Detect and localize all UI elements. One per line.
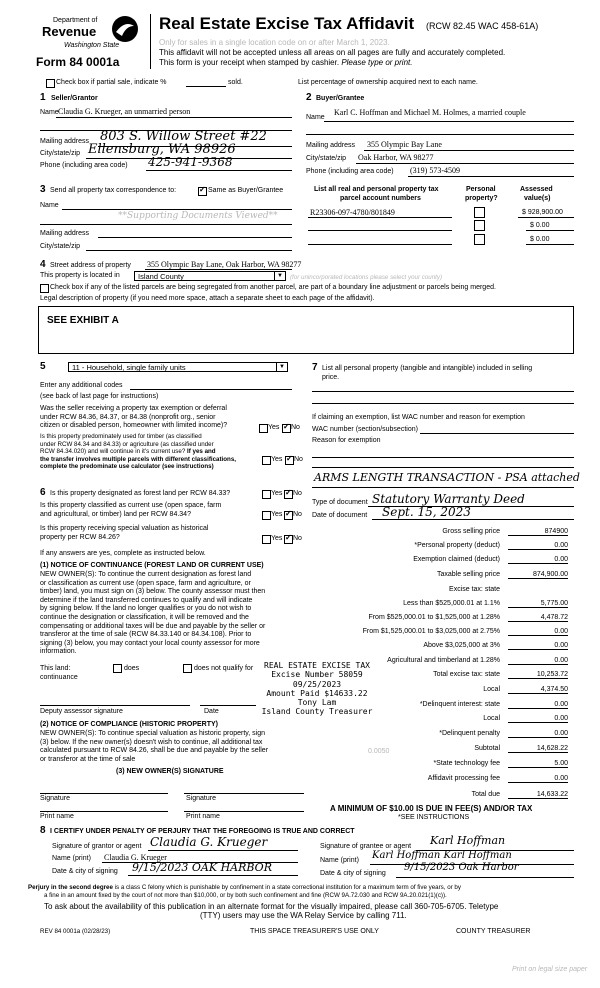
- codes-field[interactable]: [130, 389, 292, 390]
- seller-name-label: Name: [40, 109, 59, 116]
- personal-property-label: List all personal property (tangible and intangible) included in selling price.: [322, 365, 533, 381]
- legal-description-text: SEE EXHIBIT A: [47, 315, 119, 326]
- treasurer-stamp: REAL ESTATE EXCISE TAX Excise Number 58059 09/25/2023 Amount Paid $14633.22 Tony Lam Island County Treasurer: [261, 661, 373, 717]
- grantee-name[interactable]: Karl Hoffman Karl Hoffman: [372, 850, 512, 861]
- assessed-value-3[interactable]: $ 0.00: [530, 236, 550, 243]
- new-owner-signature-2[interactable]: [184, 793, 304, 794]
- notice3-title: (3) NEW OWNER(S) SIGNATURE: [116, 768, 224, 775]
- certify-text: I CERTIFY UNDER PENALTY OF PERJURY THAT THE FOREGOING IS TRUE AND CORRECT: [50, 828, 355, 835]
- tax-row-label: Excise tax: state: [449, 586, 500, 593]
- new-owner-signature-1[interactable]: [40, 793, 168, 794]
- tax-row-label: Taxable selling price: [436, 571, 500, 578]
- buyer-phone[interactable]: (319) 573-4509: [410, 166, 460, 175]
- tax-row-value[interactable]: 14,633.22: [508, 791, 568, 799]
- new-owner-print-1[interactable]: [40, 811, 168, 812]
- street-address[interactable]: 355 Olympic Bay Lane, Oak Harbor, WA 98277: [147, 260, 302, 269]
- current-use-yes-label: Yes: [271, 511, 283, 518]
- tax-row-label: Subtotal: [474, 745, 500, 752]
- seller-city[interactable]: Ellensburg, WA 98926: [88, 142, 236, 157]
- current-use-question: Is this property classified as current use (open space, farm and agricultural, or timber) land per RCW 84.34?: [40, 502, 222, 518]
- segregated-checkbox[interactable]: [40, 284, 49, 293]
- forest-yes-label: Yes: [271, 490, 283, 497]
- tax-row-value[interactable]: 5.00: [508, 760, 568, 768]
- parcel-col1b: parcel account numbers: [340, 195, 421, 202]
- tax-row-value[interactable]: 0.00: [508, 657, 568, 665]
- parcel-col2a: Personal: [466, 186, 496, 193]
- codes-sub: (see back of last page for instructions): [40, 393, 159, 400]
- buyer-mailing[interactable]: 355 Olympic Bay Lane: [367, 140, 442, 149]
- tax-row-label: Local: [483, 715, 500, 722]
- reason-value[interactable]: ARMS LENGTH TRANSACTION - PSA attached: [314, 471, 580, 484]
- personal-checkbox-1[interactable]: [474, 207, 485, 218]
- tax-row-value[interactable]: 4,478.72: [508, 614, 568, 622]
- grantor-date-city[interactable]: 9/15/2023 OAK HARBOR: [132, 861, 272, 874]
- treasurer-use-label: THIS SPACE TREASURER'S USE ONLY: [250, 928, 379, 935]
- tax-row-label: Local: [483, 686, 500, 693]
- chevron-down-icon: ▼: [276, 363, 287, 371]
- revision: REV 84 0001a (02/28/23): [40, 928, 111, 935]
- partial-sold-label: sold.: [228, 79, 243, 86]
- parcel-col2b: property?: [465, 195, 498, 202]
- unincorporated-hint: (for unincorporated locations please select your county): [290, 274, 443, 281]
- grantor-signature[interactable]: Claudia G. Krueger: [150, 835, 268, 849]
- tax-row-label: *Delinquent interest: state: [419, 701, 500, 708]
- assessed-value-1[interactable]: $ 928,900.00: [522, 209, 563, 216]
- timber-no-label: No: [294, 456, 303, 463]
- same-as-buyer-checkbox[interactable]: [198, 187, 207, 196]
- seller-mailing-label: Mailing address: [40, 138, 90, 145]
- seller-phone[interactable]: 425-941-9368: [148, 155, 233, 169]
- grantee-signature-label: Signature of grantee or agent: [320, 843, 412, 850]
- historic-question: Is this property receiving special valuation as historical property per RCW 84.26?: [40, 525, 209, 541]
- exemption-question: Was the seller receiving a property tax exemption or deferral under RCW 84.36, 84.37, or 84.38 (nonprofit org., senior citizen or disabled person, homeowner with limited income)?: [40, 405, 228, 429]
- forest-no-checkbox[interactable]: [284, 490, 293, 499]
- seller-city-label: City/state/zip: [40, 150, 81, 157]
- doc-date[interactable]: Sept. 15, 2023: [382, 505, 471, 519]
- continuance-label: continuance: [40, 674, 78, 681]
- doc-type-label: Type of document: [312, 499, 368, 506]
- tax-row-label: Less than $525,000.01 at 1.1%: [403, 600, 500, 607]
- tax-row-label: Affidavit processing fee: [427, 775, 500, 782]
- header-sub3: This form is your receipt when stamped by cashier. Please type or print.: [159, 58, 413, 67]
- minimum-due-note: A MINIMUM OF $10.00 IS DUE IN FEE(S) AND/OR TAX: [330, 804, 533, 813]
- codes-label: Enter any additional codes: [40, 382, 123, 389]
- print-name-label-2: Print name: [186, 813, 220, 820]
- wac-number-field[interactable]: [420, 433, 574, 434]
- partial-sale-checkbox[interactable]: [46, 79, 55, 88]
- timber-yes-checkbox[interactable]: [262, 456, 271, 465]
- grantor-signature-label: Signature of grantor or agent: [52, 843, 142, 850]
- signature-label-2: Signature: [186, 795, 216, 802]
- parcel-number-1[interactable]: R23306-097-4780/801849: [310, 208, 395, 217]
- notice1-title: (1) NOTICE OF CONTINUANCE (FOREST LAND OR CURRENT USE): [40, 562, 264, 569]
- partial-sale-label: Check box if partial sale, indicate %: [56, 79, 167, 86]
- notice1-text: NEW OWNER(S): To continue the current designation as forest land or classification as current use (open space, farm and agriculture, or timber) land, you must sign on (3) below. The county assessor must then determine if the land transferred continues to qualify and will indicate by signing below. If the land no longer qualifies or you do not wish to continue the designation or classification, it will be removed and the compensating or additional taxes will be due and payable by the seller or transferor at the time of sale (RCW 84.33.140 or 84.34.108). Prior to signing (3) below, you may contact your local county assessor for more information.: [40, 571, 266, 656]
- exemption-no-label: No: [291, 424, 300, 431]
- corr-city-label: City/state/zip: [40, 243, 81, 250]
- current-use-no-label: No: [293, 511, 302, 518]
- does-label: does: [124, 665, 140, 672]
- grantee-name-label: Name (print): [320, 857, 359, 864]
- parcel-number-2[interactable]: [308, 230, 452, 231]
- current-use-yes-checkbox[interactable]: [262, 511, 271, 520]
- legal-description-label: Legal description of property (if you need more space, attach a separate sheet to each page of the affidavit).: [40, 295, 375, 302]
- grantee-date-label: Date & city of signing: [320, 870, 386, 877]
- personal-checkbox-3[interactable]: [474, 234, 485, 245]
- historic-yes-checkbox[interactable]: [262, 535, 271, 544]
- exemption-yes-label: Yes: [268, 424, 280, 431]
- tax-row-value[interactable]: 5,775.00: [508, 600, 568, 608]
- chevron-down-icon: ▼: [274, 272, 285, 280]
- grantor-name[interactable]: Claudia G. Krueger: [104, 853, 167, 862]
- grantor-date-label: Date & city of signing: [52, 868, 118, 875]
- dept-line2: Revenue: [42, 24, 97, 39]
- seller-name[interactable]: Claudia G. Krueger, an unmarried person: [58, 107, 191, 116]
- buyer-city[interactable]: Oak Harbor, WA 98277: [358, 153, 434, 162]
- section2-number: 2: [306, 92, 312, 103]
- seller-phone-label: Phone (including area code): [40, 162, 128, 169]
- grantor-name-label: Name (print): [52, 855, 91, 862]
- buyer-name-label: Name: [306, 114, 325, 121]
- dept-line1: Department of: [53, 17, 98, 24]
- personal-checkbox-2[interactable]: [474, 220, 485, 231]
- forest-yes-checkbox[interactable]: [262, 490, 271, 499]
- correspondence-label: Send all property tax correspondence to:: [50, 187, 177, 194]
- parcel-col1a: List all real and personal property tax: [314, 186, 439, 193]
- county-select[interactable]: Island County ▼: [134, 271, 286, 281]
- local-rate: 0.0050: [368, 748, 390, 755]
- buyer-city-label: City/state/zip: [306, 155, 347, 162]
- tax-row-value[interactable]: 0.00: [508, 556, 568, 564]
- answers-note: If any answers are yes, complete as instructed below.: [40, 550, 206, 557]
- tax-row-label: Exemption claimed (deduct): [413, 556, 500, 563]
- see-instructions: *SEE INSTRUCTIONS: [398, 814, 470, 821]
- land-use-code-select[interactable]: 11 - Household, single family units ▼: [68, 362, 288, 372]
- documents-viewed-stamp: **Supporting Documents Viewed**: [118, 211, 278, 221]
- wac-label: If claiming an exemption, list WAC number and reason for exemption: [312, 414, 525, 421]
- tax-row-value[interactable]: 4,374.50: [508, 686, 568, 694]
- buyer-phone-label: Phone (including area code): [306, 168, 394, 175]
- tax-row-label: From $1,525,000.01 to $3,025,000 at 2.75%: [362, 628, 500, 635]
- tax-row-value[interactable]: 0.00: [508, 701, 568, 709]
- notice2-title: (2) NOTICE OF COMPLIANCE (HISTORIC PROPERTY): [40, 721, 218, 728]
- tax-row-value[interactable]: 14,628.22: [508, 745, 568, 753]
- tax-row-value[interactable]: 874,900.00: [508, 571, 568, 579]
- forest-no-label: No: [293, 490, 302, 497]
- tax-row-value[interactable]: 0.00: [508, 542, 568, 550]
- tax-row-label: Total excise tax: state: [433, 671, 500, 678]
- page-title: Real Estate Excise Tax Affidavit: [159, 14, 415, 33]
- timber-question: Is this property predominately used for timber (as classified under RCW 84.34 and 84.33) or agriculture (as classified under RCW 84.34.020) and will continue in it's current use? If yes and the transfer involves multiple parcels with different classifications, complete the predominate use calculator (see instructions): [40, 433, 236, 470]
- tax-row-label: Agricultural and timberland at 1.28%: [387, 657, 500, 664]
- seller-heading: Seller/Grantor: [51, 95, 98, 102]
- grantee-date-city[interactable]: 9/15/2023 Oak Harbor: [404, 862, 519, 873]
- tax-row-label: *State technology fee: [433, 760, 500, 767]
- tax-row-label: Total due: [471, 791, 500, 798]
- historic-no-checkbox[interactable]: [284, 535, 293, 544]
- buyer-heading: Buyer/Grantee: [316, 95, 365, 102]
- section6-number: 6: [40, 487, 46, 498]
- exemption-yes-checkbox[interactable]: [259, 424, 268, 433]
- perjury-line1: Perjury in the second degree is a class C felony which is punishable by confinement in a state correctional institution for a maximum term of five years, or by: [28, 884, 461, 891]
- doc-date-label: Date of document: [312, 512, 368, 519]
- parcel-col3a: Assessed: [520, 186, 553, 193]
- wac-number-label: WAC number (section/subsection): [312, 426, 418, 433]
- partial-percent-field[interactable]: [186, 86, 226, 87]
- tax-row-label: *Delinquent penalty: [439, 730, 500, 737]
- print-name-label-1: Print name: [40, 813, 74, 820]
- rcw-ref: (RCW 82.45 WAC 458-61A): [426, 21, 539, 31]
- accessibility-line1: To ask about the availability of this publication in an alternate format for the visually impaired, please call 360-705-6705. Teletype: [44, 902, 499, 911]
- tax-row-value[interactable]: 0.00: [508, 642, 568, 650]
- buyer-name[interactable]: Karl C. Hoffman and Michael M. Holmes, a married couple: [334, 108, 526, 117]
- deputy-date-label: Date: [204, 708, 219, 715]
- tax-row-label: Gross selling price: [442, 528, 500, 535]
- street-label: Street address of property: [50, 262, 131, 269]
- historic-yes-label: Yes: [271, 535, 283, 542]
- tax-row-value[interactable]: 0.00: [508, 775, 568, 783]
- this-land-label: This land:: [40, 665, 71, 672]
- parcel-col3b: value(s): [524, 195, 551, 202]
- header-divider: [150, 14, 151, 69]
- same-as-buyer-label: Same as Buyer/Grantee: [208, 187, 284, 194]
- ownership-note: List percentage of ownership acquired next to each name.: [298, 79, 478, 86]
- assessed-value-2[interactable]: $ 0.00: [530, 222, 550, 229]
- tax-row-value[interactable]: 874900: [508, 528, 568, 536]
- current-use-no-checkbox[interactable]: [284, 511, 293, 520]
- tax-row-label: From $525,000.01 to $1,525,000 at 1.28%: [368, 614, 500, 621]
- seller-mailing[interactable]: 803 S. Willow Street #22: [100, 129, 267, 144]
- segregated-label: Check box if any of the listed parcels are being segregated from another parcel, are part of a boundary line adjustment or parcels being merged.: [50, 284, 496, 291]
- dept-line3: Washington State: [64, 42, 120, 49]
- corr-mailing-label: Mailing address: [40, 230, 90, 237]
- parcel-number-3[interactable]: [308, 244, 452, 245]
- form-number: Form 84 0001a: [36, 55, 120, 69]
- doc-type[interactable]: Statutory Warranty Deed: [372, 492, 525, 506]
- tax-row-value[interactable]: 10,253.72: [508, 671, 568, 679]
- legal-description-box[interactable]: [38, 306, 574, 354]
- tax-row-value[interactable]: 0.00: [508, 628, 568, 636]
- section3-number: 3: [40, 184, 46, 195]
- signature-label-1: Signature: [40, 795, 70, 802]
- section7-number: 7: [312, 362, 318, 373]
- tax-row-value[interactable]: 0.00: [508, 730, 568, 738]
- section1-number: 1: [40, 92, 46, 103]
- tax-row-label: Above $3,025,000 at 3%: [423, 642, 500, 649]
- header-sub2: This affidavit will not be accepted unless all areas on all pages are fully and accurately completed.: [159, 48, 506, 57]
- dor-logo-icon: [110, 14, 140, 44]
- grantee-signature[interactable]: Karl Hoffman: [430, 834, 506, 847]
- new-owner-print-2[interactable]: [184, 811, 304, 812]
- deputy-label: Deputy assessor signature: [40, 708, 123, 715]
- county-treasurer-label: COUNTY TREASURER: [456, 928, 531, 935]
- section4-number: 4: [40, 259, 46, 270]
- reason-label: Reason for exemption: [312, 437, 381, 444]
- section5-number: 5: [40, 361, 46, 372]
- section8-number: 8: [40, 825, 46, 836]
- timber-no-checkbox[interactable]: [285, 456, 294, 465]
- forest-question: Is this property designated as forest land per RCW 84.33?: [50, 490, 231, 497]
- legal-paper-note: Print on legal size paper: [512, 966, 588, 973]
- does-qualify-checkbox[interactable]: [113, 664, 122, 673]
- does-not-qualify-checkbox[interactable]: [183, 664, 192, 673]
- exemption-no-checkbox[interactable]: [282, 424, 291, 433]
- buyer-mailing-label: Mailing address: [306, 142, 356, 149]
- timber-yes-label: Yes: [271, 456, 283, 463]
- header-sub1: Only for sales in a single location code on or after March 1, 2023.: [159, 38, 390, 47]
- deputy-date-field[interactable]: [200, 705, 256, 706]
- historic-no-label: No: [293, 535, 302, 542]
- tax-row-label: *Personal property (deduct): [414, 542, 500, 549]
- tax-row-value[interactable]: 0.00: [508, 715, 568, 723]
- deputy-signature-field[interactable]: [40, 705, 190, 706]
- accessibility-line2: (TTY) users may use the WA Relay Service by calling 711.: [200, 911, 407, 920]
- perjury-line2: a fine in an amount fixed by the court of not more than $10,000, or by both such confinement and fine (RCW 9A.72.030 and RCW 9A.20.021(1)(c)).: [44, 892, 447, 899]
- does-not-label: does not qualify for: [194, 665, 254, 672]
- located-label: This property is located in: [40, 272, 120, 279]
- corr-name-label: Name: [40, 202, 59, 209]
- notice2-text: NEW OWNER(S): To continue special valuation as historic property, sign (3) below. If the new owner(s) doesn't wish to continue, all additional tax calculated pursuant to RCW 84.26, shall be due and payable by the seller or transferor at the time of sale: [40, 730, 269, 763]
